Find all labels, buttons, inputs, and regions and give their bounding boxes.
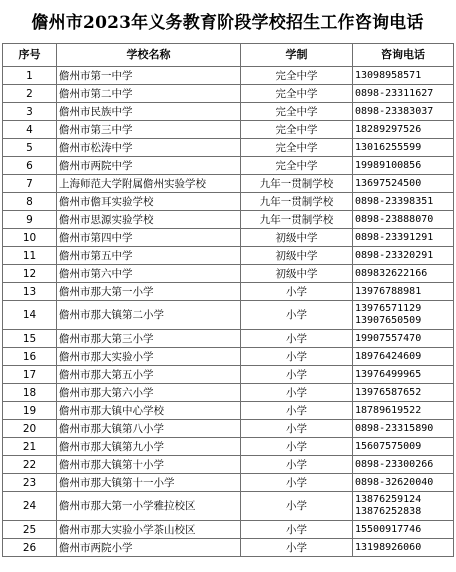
column-header-school-name: 学校名称 <box>57 44 241 67</box>
table-row <box>3 420 454 438</box>
school-type: 初级中学 <box>241 229 353 247</box>
phone-number: 0898-23398351 <box>353 193 454 211</box>
phone-number: 13697524500 <box>353 175 454 193</box>
school-type: 小学 <box>241 366 353 384</box>
document-sheet <box>2 3 453 557</box>
row-number: 8 <box>3 193 57 211</box>
school-type: 完全中学 <box>241 157 353 175</box>
table-row <box>3 229 454 247</box>
phone-number: 0898-23383037 <box>353 103 454 121</box>
school-name: 儋州市第四中学 <box>57 229 241 247</box>
row-number: 13 <box>3 283 57 301</box>
row-number: 10 <box>3 229 57 247</box>
school-type: 初级中学 <box>241 247 353 265</box>
school-type: 小学 <box>241 384 353 402</box>
school-type: 小学 <box>241 402 353 420</box>
table-row <box>3 301 454 330</box>
school-type: 小学 <box>241 438 353 456</box>
table-row <box>3 330 454 348</box>
table-row <box>3 121 454 139</box>
phone-number: 18789619522 <box>353 402 454 420</box>
phone-number: 13976788981 <box>353 283 454 301</box>
row-number: 18 <box>3 384 57 402</box>
phone-number: 13976571129 13907650509 <box>353 301 454 330</box>
school-name: 儋州市那大第一小学雅拉校区 <box>57 492 241 521</box>
row-number: 21 <box>3 438 57 456</box>
row-number: 19 <box>3 402 57 420</box>
phone-number: 13876259124 13876252838 <box>353 492 454 521</box>
school-name: 儋州市第五中学 <box>57 247 241 265</box>
row-number: 24 <box>3 492 57 521</box>
table-header-row <box>3 44 454 67</box>
row-number: 7 <box>3 175 57 193</box>
school-type: 九年一贯制学校 <box>241 193 353 211</box>
row-number: 26 <box>3 539 57 557</box>
phone-number: 13976587652 <box>353 384 454 402</box>
school-name: 儋州市那大镇第二小学 <box>57 301 241 330</box>
column-header-no: 序号 <box>3 44 57 67</box>
school-name: 儋州市儋耳实验学校 <box>57 193 241 211</box>
contact-table <box>2 43 454 557</box>
school-type: 完全中学 <box>241 103 353 121</box>
row-number: 14 <box>3 301 57 330</box>
school-type: 小学 <box>241 420 353 438</box>
school-name: 儋州市那大第三小学 <box>57 330 241 348</box>
page-title: 儋州市2023年义务教育阶段学校招生工作咨询电话 <box>31 13 424 33</box>
school-type: 完全中学 <box>241 139 353 157</box>
row-number: 16 <box>3 348 57 366</box>
school-type: 小学 <box>241 456 353 474</box>
table-row <box>3 139 454 157</box>
school-type: 九年一贯制学校 <box>241 211 353 229</box>
row-number: 25 <box>3 521 57 539</box>
row-number: 5 <box>3 139 57 157</box>
table-row <box>3 175 454 193</box>
table-row <box>3 265 454 283</box>
table-row <box>3 521 454 539</box>
table-row <box>3 402 454 420</box>
row-number: 11 <box>3 247 57 265</box>
row-number: 15 <box>3 330 57 348</box>
column-header-school-type: 学制 <box>241 44 353 67</box>
table-row <box>3 456 454 474</box>
school-type: 完全中学 <box>241 67 353 85</box>
school-name: 儋州市第一中学 <box>57 67 241 85</box>
row-number: 2 <box>3 85 57 103</box>
school-type: 完全中学 <box>241 85 353 103</box>
row-number: 9 <box>3 211 57 229</box>
row-number: 4 <box>3 121 57 139</box>
phone-number: 089832622166 <box>353 265 454 283</box>
school-name: 儋州市那大镇第十小学 <box>57 456 241 474</box>
table-row <box>3 384 454 402</box>
school-name: 儋州市那大第一小学 <box>57 283 241 301</box>
school-name: 儋州市那大第六小学 <box>57 384 241 402</box>
table-row <box>3 366 454 384</box>
table-body <box>3 67 454 557</box>
school-name: 儋州市民族中学 <box>57 103 241 121</box>
school-name: 儋州市松涛中学 <box>57 139 241 157</box>
school-type: 小学 <box>241 474 353 492</box>
school-name: 儋州市那大镇中心学校 <box>57 402 241 420</box>
school-name: 儋州市那大第五小学 <box>57 366 241 384</box>
phone-number: 0898-23311627 <box>353 85 454 103</box>
school-name: 儋州市那大镇第十一小学 <box>57 474 241 492</box>
table-row <box>3 211 454 229</box>
table-row <box>3 247 454 265</box>
row-number: 6 <box>3 157 57 175</box>
row-number: 3 <box>3 103 57 121</box>
school-type: 小学 <box>241 283 353 301</box>
phone-number: 15607575009 <box>353 438 454 456</box>
row-number: 20 <box>3 420 57 438</box>
phone-number: 18976424609 <box>353 348 454 366</box>
school-type: 小学 <box>241 348 353 366</box>
school-name: 儋州市思源实验学校 <box>57 211 241 229</box>
row-number: 17 <box>3 366 57 384</box>
table-row <box>3 85 454 103</box>
table-row <box>3 193 454 211</box>
phone-number: 0898-23300266 <box>353 456 454 474</box>
row-number: 12 <box>3 265 57 283</box>
school-type: 小学 <box>241 301 353 330</box>
phone-number: 19907557470 <box>353 330 454 348</box>
school-type: 小学 <box>241 539 353 557</box>
school-type: 九年一贯制学校 <box>241 175 353 193</box>
school-name: 儋州市第二中学 <box>57 85 241 103</box>
phone-number: 13976499965 <box>353 366 454 384</box>
phone-number: 0898-32620040 <box>353 474 454 492</box>
table-row <box>3 492 454 521</box>
table-row <box>3 474 454 492</box>
table-row <box>3 348 454 366</box>
school-type: 小学 <box>241 492 353 521</box>
phone-number: 0898-23391291 <box>353 229 454 247</box>
table-row <box>3 157 454 175</box>
school-name: 儋州市第三中学 <box>57 121 241 139</box>
school-name: 儋州市那大实验小学 <box>57 348 241 366</box>
phone-number: 15500917746 <box>353 521 454 539</box>
school-type: 小学 <box>241 330 353 348</box>
school-name: 儋州市那大镇第八小学 <box>57 420 241 438</box>
row-number: 1 <box>3 67 57 85</box>
school-name: 儋州市那大实验小学茶山校区 <box>57 521 241 539</box>
table-row <box>3 539 454 557</box>
column-header-phone: 咨询电话 <box>353 44 454 67</box>
school-name: 上海师范大学附属儋州实验学校 <box>57 175 241 193</box>
school-name: 儋州市第六中学 <box>57 265 241 283</box>
school-name: 儋州市那大镇第九小学 <box>57 438 241 456</box>
table-row <box>3 438 454 456</box>
phone-number: 13016255599 <box>353 139 454 157</box>
phone-number: 18289297526 <box>353 121 454 139</box>
phone-number: 0898-23315890 <box>353 420 454 438</box>
row-number: 23 <box>3 474 57 492</box>
table-row <box>3 283 454 301</box>
phone-number: 0898-23888070 <box>353 211 454 229</box>
table-row <box>3 103 454 121</box>
phone-number: 13098958571 <box>353 67 454 85</box>
school-name: 儋州市两院小学 <box>57 539 241 557</box>
school-type: 完全中学 <box>241 121 353 139</box>
school-type: 小学 <box>241 521 353 539</box>
school-name: 儋州市两院中学 <box>57 157 241 175</box>
table-row <box>3 67 454 85</box>
row-number: 22 <box>3 456 57 474</box>
phone-number: 19989100856 <box>353 157 454 175</box>
phone-number: 0898-23320291 <box>353 247 454 265</box>
school-type: 初级中学 <box>241 265 353 283</box>
phone-number: 13198926060 <box>353 539 454 557</box>
